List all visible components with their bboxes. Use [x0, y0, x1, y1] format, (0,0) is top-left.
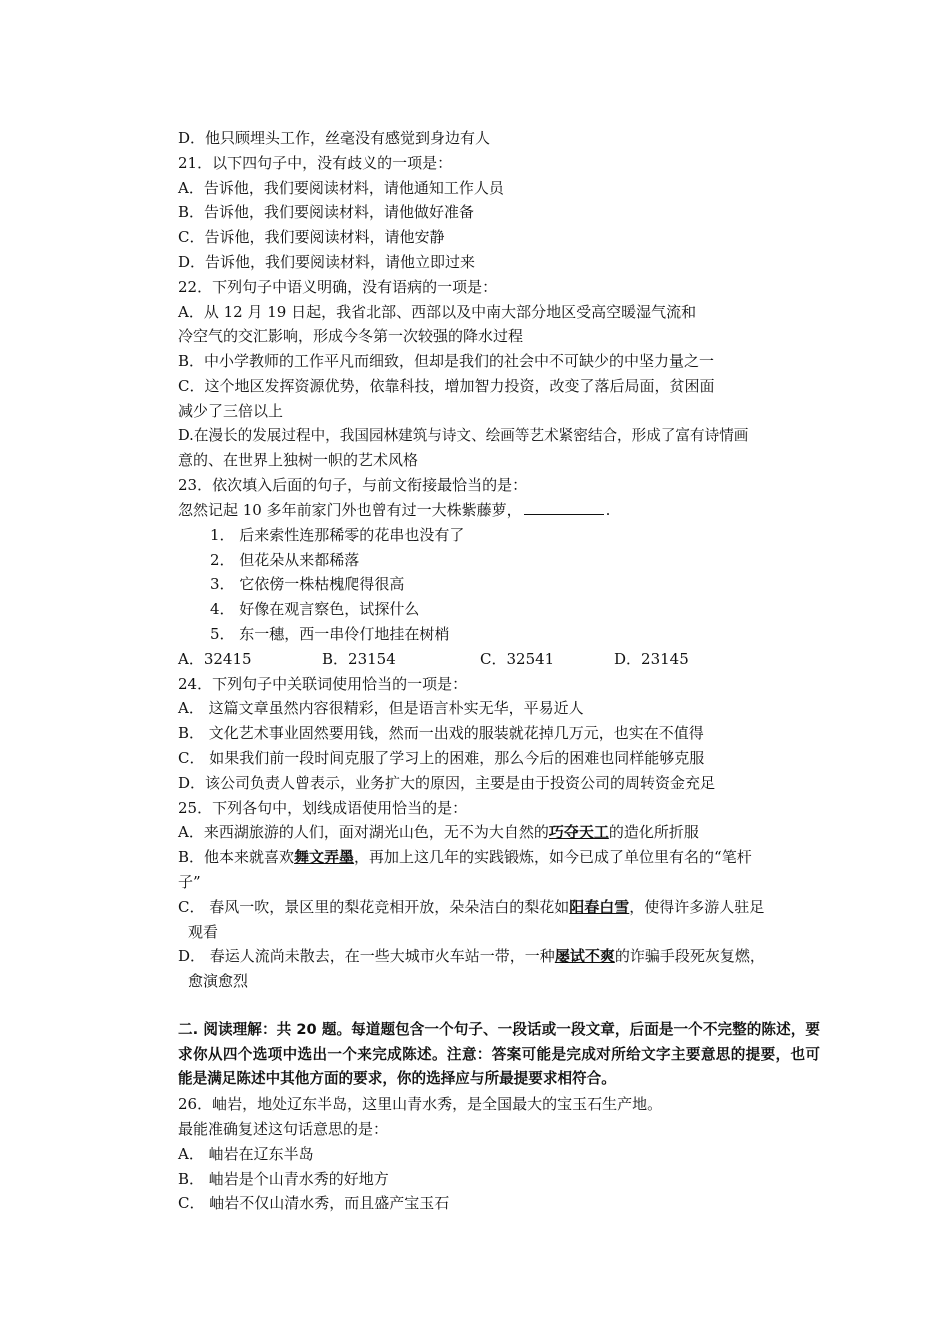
q21-option-d: D．告诉他，我们要阅读材料，请他立即过来 [178, 252, 476, 271]
q23-option-b: B．23154 [322, 649, 396, 668]
q24-stem: 24．下列句子中关联词使用恰当的一项是： [178, 674, 468, 693]
q24-option-b: B． 文化艺术事业固然要用钱，然而一出戏的服装就花掉几万元，也实在不值得 [178, 724, 704, 743]
q22-option-a-line2: 冷空气的交汇影响，形成今冬第一次较强的降水过程 [178, 327, 524, 346]
q22-stem: 22．下列句子中语义明确，没有语病的一项是： [178, 277, 498, 296]
q22-option-d-line2: 意的、在世界上独树一帜的艺术风格 [178, 451, 419, 470]
q25-d-pre: D． 春运人流尚未散去，在一些大城市火车站一带，一种 [178, 947, 555, 966]
q23-option-a: A．32415 [178, 649, 252, 668]
section2-heading: 二. 阅读理解：共 20 题。每道题包含一个句子、一段话或一段文章，后面是一个不完整的陈述，要求你从四个选项中选出一个来完成陈述。注意：答案可能是完成对所给文字主要意思的提要，也可能是满足陈述中其他方面的要求，你的选择应与所最提要求相符合。 [178, 1020, 820, 1088]
q23-option-c: C．32541 [480, 649, 555, 668]
q21-option-c: C．告诉他，我们要阅读材料，请他安静 [178, 228, 445, 247]
q23-stem: 23．依次填入后面的句子，与前文衔接最恰当的是： [178, 476, 528, 495]
q22-option-d-line1: D.在漫长的发展过程中，我国园林建筑与诗文、绘画等艺术紧密结合，形成了富有诗情画 [178, 426, 749, 444]
q25-d-post1: 的诈骗手段死灰复燃， [614, 947, 765, 966]
q25-option-a [178, 820, 820, 845]
q23-sentence-4: 4． 好像在观言察色，试探什么 [210, 600, 420, 619]
q22-option-a-line1: A．从 12 月 19 日起，我省北部、西部以及中南大部分地区受高空暖湿气流和 [178, 302, 697, 321]
q25-option-d [178, 944, 820, 969]
q22-option-b: B．中小学教师的工作平凡而细致，但却是我们的社会中不可缺少的中坚力量之一 [178, 352, 715, 371]
q23-option-d: D．23145 [614, 649, 689, 668]
q25-a-post: 的造化所折服 [608, 823, 699, 842]
q25-b-post1: ，再加上这几年的实践锻炼，如今已成了单位里有名的“笔杆 [354, 848, 752, 867]
q23-options [178, 647, 820, 672]
q25-c-pre: C． 春风一吹，景区里的梨花竞相开放，朵朵洁白的梨花如 [178, 897, 570, 916]
q25-d-idiom: 屡试不爽 [554, 947, 615, 966]
answer-blank [524, 500, 604, 515]
q21-option-b: B．告诉他，我们要阅读材料，请他做好准备 [178, 203, 475, 222]
q23-sentence-5: 5． 东一穗，西一串伶仃地挂在树梢 [210, 624, 450, 643]
q24-option-c: C． 如果我们前一段时间克服了学习上的困难，那么今后的困难也同样能够克服 [178, 748, 705, 767]
q22-option-c-line2: 减少了三倍以上 [178, 401, 284, 420]
q25-option-b-line2: 子” [178, 872, 201, 891]
section-spacer [178, 994, 820, 1018]
q23-lead-end: . [605, 500, 611, 519]
q26-prompt: 最能准确复述这句话意思的是： [178, 1120, 389, 1139]
q25-a-idiom: 巧夺天工 [548, 823, 609, 842]
q25-stem: 25．下列各句中，划线成语使用恰当的是： [178, 798, 468, 817]
q25-a-pre: A．来西湖旅游的人们，面对湖光山色，无不为大自然的 [178, 823, 549, 842]
q26-option-b: B． 岫岩是个山青水秀的好地方 [178, 1169, 389, 1188]
q23-sentence-3: 3． 它依傍一株枯槐爬得很高 [210, 575, 405, 594]
q23-sentence-2: 2． 但花朵从来都稀落 [210, 550, 360, 569]
q23-sentence-1: 1． 后来索性连那稀零的花串也没有了 [210, 525, 465, 544]
q25-b-idiom: 舞文弄墨 [294, 848, 355, 867]
q20-option-d: D．他只顾埋头工作，丝毫没有感觉到身边有人 [178, 129, 491, 147]
exam-page [178, 126, 820, 1216]
q24-option-d: D．该公司负责人曾表示，业务扩大的原因，主要是由于投资公司的周转资金充足 [178, 773, 716, 792]
q25-option-c-line2: 观看 [188, 922, 219, 941]
q25-c-idiom: 阳春白雪 [569, 897, 630, 916]
q25-c-post1: ，使得许多游人驻足 [629, 897, 765, 916]
q23-lead [178, 498, 820, 523]
q25-option-b [178, 845, 820, 870]
q26-option-c: C． 岫岩不仅山清水秀，而且盛产宝玉石 [178, 1194, 450, 1213]
q25-b-pre: B．他本来就喜欢 [178, 848, 295, 867]
q26-stem: 26．岫岩，地处辽东半岛，这里山青水秀，是全国最大的宝玉石生产地。 [178, 1095, 663, 1114]
q22-option-c-line1: C．这个地区发挥资源优势，依靠科技，增加智力投资，改变了落后局面，贫困面 [178, 376, 715, 395]
q21-stem: 21．以下四句子中，没有歧义的一项是： [178, 153, 453, 172]
q21-option-a: A．告诉他，我们要阅读材料，请他通知工作人员 [178, 178, 504, 197]
q24-option-a: A． 这篇文章虽然内容很精彩，但是语言朴实无华，平易近人 [178, 699, 584, 718]
q23-lead-text: 忽然记起 10 多年前家门外也曾有过一大株紫藤萝， [178, 500, 522, 519]
q25-option-d-line2: 愈演愈烈 [188, 972, 249, 991]
q26-option-a: A． 岫岩在辽东半岛 [178, 1144, 314, 1163]
q25-option-c [178, 895, 820, 920]
